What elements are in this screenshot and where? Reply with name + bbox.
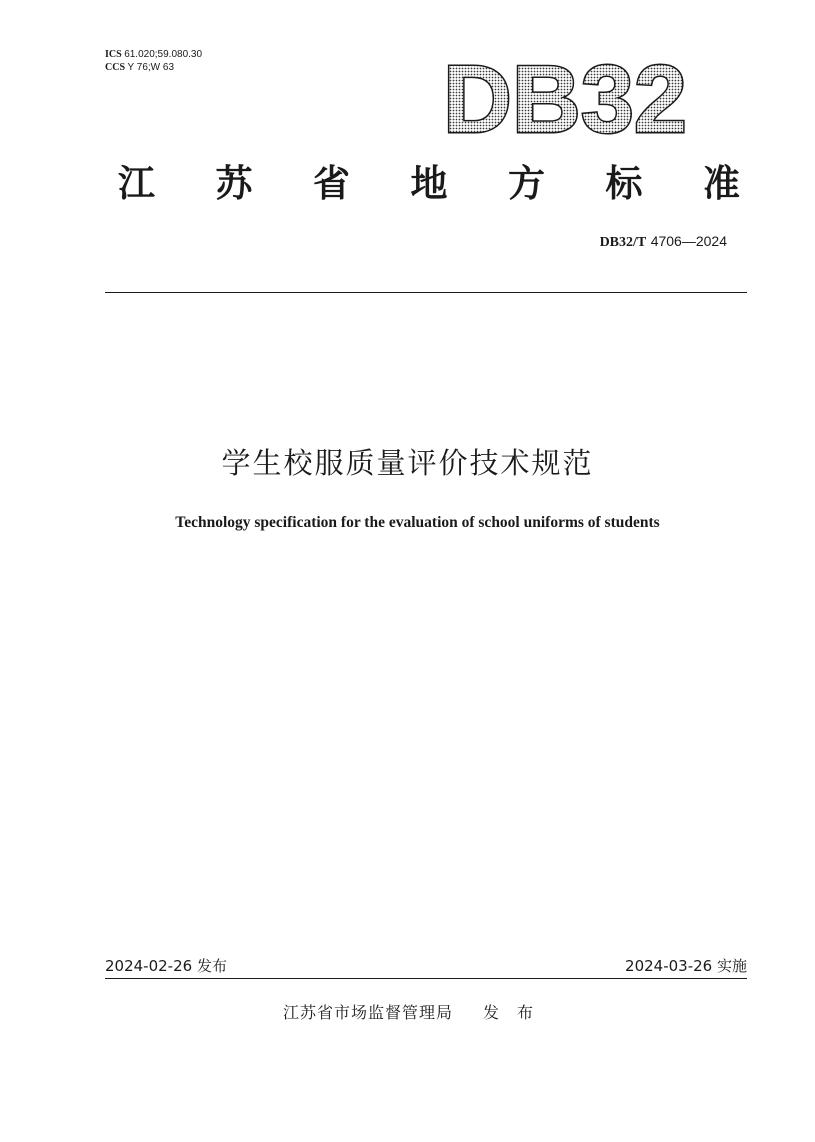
region-char: 方 [508,162,545,205]
region-standard-type [118,162,740,206]
ccs-value: Y 76;W 63 [127,62,175,73]
region-char: 江 [118,162,155,205]
implementation-date: 2024-03-26 实施 [625,957,747,975]
issue-date: 2024-02-26 发布 [105,957,227,975]
document-title-english: Technology specification for the evaluation of school uniforms of students [175,514,660,531]
issuer-name: 江苏省市场监督管理局 [283,1003,454,1022]
ics-label: ICS [105,49,122,60]
logo-text: DB32 [443,52,687,142]
ccs-label: CCS [105,62,126,73]
region-char: 苏 [215,162,253,205]
db32-logo [440,52,690,142]
standard-number-value: 4706—2024 [650,233,727,249]
classification-codes [105,48,202,74]
bottom-divider [105,978,747,979]
ics-value: 61.020;59.080.30 [124,49,203,60]
standard-number-prefix: DB32/T [599,235,647,250]
top-divider [105,292,747,293]
document-title-chinese: 学生校服质量评价技术规范 [221,446,594,480]
region-char: 标 [605,162,643,205]
standard-number [600,232,727,252]
ics-code [105,48,202,61]
region-char: 地 [410,162,448,205]
region-char: 准 [703,162,740,205]
ccs-code [105,61,202,74]
issuer-action: 发布 [483,1003,552,1022]
region-char: 省 [313,162,350,205]
issuing-authority [283,1002,551,1024]
